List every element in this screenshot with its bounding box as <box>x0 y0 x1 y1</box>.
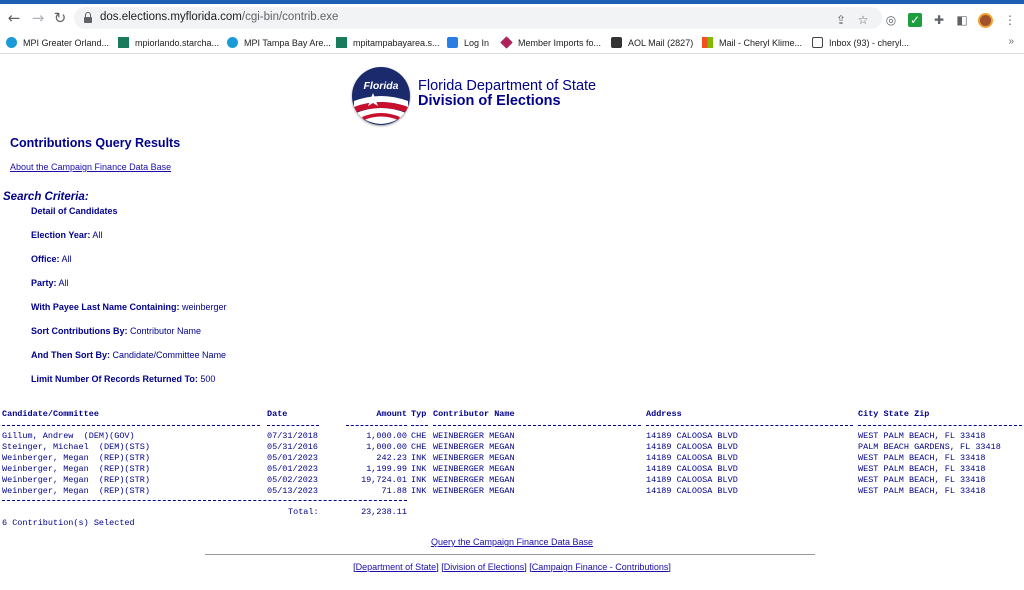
cell-city: WEST PALM BEACH, FL 33418 <box>858 475 986 485</box>
bookmarks-bar <box>0 32 1024 54</box>
department-title: Florida Department of State <box>418 78 597 94</box>
bookmark-item[interactable] <box>501 36 601 50</box>
cell-typ: CHE <box>411 442 427 452</box>
url-path: /cgi-bin/contrib.exe <box>241 11 339 23</box>
criteria-item <box>31 374 215 384</box>
total-rule <box>2 500 407 501</box>
cell-city: PALM BEACH GARDENS, FL 33418 <box>858 442 1001 452</box>
extension-check-icon[interactable]: ✓ <box>909 13 921 27</box>
col-header-contributor: Contributor Name <box>433 409 515 419</box>
cell-amount: 1,000.00 <box>366 442 407 452</box>
bookmark-item[interactable] <box>6 36 109 50</box>
bookmark-favicon-icon <box>812 37 823 48</box>
footer-links: [Department of State] [Division of Elections] [Campaign Finance - Contributions] <box>353 562 671 572</box>
bookmark-item[interactable] <box>227 36 331 50</box>
cell-typ: INK <box>411 486 427 496</box>
total-amount: 23,238.11 <box>361 507 407 517</box>
criteria-item <box>31 326 201 336</box>
cell-date: 05/02/2023 <box>267 475 319 485</box>
col-header-address: Address <box>646 409 682 419</box>
menu-kebab-icon[interactable]: ⋮ <box>1004 13 1016 27</box>
cell-amount: 1,199.99 <box>366 464 407 474</box>
cell-contributor: WEINBERGER MEGAN <box>433 475 515 485</box>
bookmark-favicon-icon <box>702 37 713 48</box>
criteria-label: And Then Sort By: <box>31 350 110 360</box>
cell-city: WEST PALM BEACH, FL 33418 <box>858 486 986 496</box>
cell-date: 07/31/2018 <box>267 431 319 441</box>
header-rule <box>433 425 641 426</box>
criteria-label: Limit Number Of Records Returned To: <box>31 374 198 384</box>
browser-toolbar <box>0 4 1024 32</box>
cell-address: 14189 CALOOSA BLVD <box>646 464 738 474</box>
criteria-item <box>31 278 69 288</box>
share-icon[interactable]: ⇪ <box>835 13 847 27</box>
criteria-value: All <box>61 254 72 264</box>
cell-contributor: WEINBERGER MEGAN <box>433 486 515 496</box>
criteria-value: All <box>92 230 103 240</box>
extension-github-icon[interactable]: ◎ <box>885 13 897 27</box>
bookmark-favicon-icon <box>500 36 512 48</box>
seal-text: Florida <box>363 80 399 92</box>
cell-address: 14189 CALOOSA BLVD <box>646 431 738 441</box>
col-header-amount: Amount <box>376 409 407 419</box>
bookmark-label: MPI Tampa Bay Are... <box>244 38 331 48</box>
bookmark-star-icon[interactable]: ☆ <box>857 13 869 27</box>
bookmarks-overflow-chevron-icon[interactable]: » <box>1008 36 1014 47</box>
bookmark-label: Mail - Cheryl Klime... <box>719 38 803 48</box>
criteria-label: Election Year: <box>31 230 91 240</box>
bookmark-favicon-icon <box>227 37 238 48</box>
cell-date: 05/01/2023 <box>267 464 319 474</box>
cell-candidate: Weinberger, Megan (REP)(STR) <box>2 486 150 496</box>
cell-candidate: Weinberger, Megan (REP)(STR) <box>2 453 150 463</box>
division-of-elections-link[interactable]: Division of Elections <box>443 562 525 572</box>
profile-avatar[interactable] <box>978 13 993 28</box>
header-rule <box>267 425 319 426</box>
cell-typ: INK <box>411 475 427 485</box>
criteria-item <box>31 350 226 360</box>
query-link-row <box>0 537 1024 547</box>
cell-address: 14189 CALOOSA BLVD <box>646 442 738 452</box>
criteria-value: Contributor Name <box>130 326 202 336</box>
criteria-item <box>31 230 102 240</box>
division-title: Division of Elections <box>418 93 561 109</box>
bookmark-favicon-icon <box>6 37 17 48</box>
criteria-label: Sort Contributions By: <box>31 326 128 336</box>
cell-address: 14189 CALOOSA BLVD <box>646 453 738 463</box>
header-rule <box>2 425 260 426</box>
florida-seal-logo <box>352 67 410 125</box>
bookmark-label: MPI Greater Orland... <box>23 38 110 48</box>
cell-city: WEST PALM BEACH, FL 33418 <box>858 431 986 441</box>
department-of-state-link[interactable]: Department of State <box>355 562 437 572</box>
header-rule <box>646 425 853 426</box>
criteria-value: All <box>58 278 69 288</box>
bookmark-label: Member Imports fo... <box>518 38 602 48</box>
cell-contributor: WEINBERGER MEGAN <box>433 431 515 441</box>
footer-divider <box>205 554 815 555</box>
lock-icon[interactable] <box>84 12 92 23</box>
criteria-item <box>31 254 72 264</box>
bookmark-item[interactable] <box>812 36 909 50</box>
forward-arrow-icon[interactable]: → <box>31 9 45 27</box>
cell-amount: 242.23 <box>376 453 407 463</box>
bookmark-item[interactable] <box>702 36 802 50</box>
bookmark-label: AOL Mail (2827) <box>628 38 694 48</box>
criteria-label: Party: <box>31 278 57 288</box>
criteria-value: weinberger <box>181 302 227 312</box>
bookmark-favicon-icon <box>447 37 458 48</box>
about-database-link[interactable]: About the Campaign Finance Data Base <box>10 162 172 172</box>
col-header-typ: Typ <box>411 409 427 419</box>
side-panel-icon[interactable]: ◧ <box>956 13 968 27</box>
bookmark-label: Log In <box>464 38 490 48</box>
cell-address: 14189 CALOOSA BLVD <box>646 475 738 485</box>
bookmark-label: mpiorlando.starcha... <box>135 38 220 48</box>
criteria-value: 500 <box>200 374 216 384</box>
cell-typ: INK <box>411 453 427 463</box>
cell-contributor: WEINBERGER MEGAN <box>433 453 515 463</box>
search-criteria-heading: Search Criteria: <box>3 191 89 203</box>
cell-candidate: Weinberger, Megan (REP)(STR) <box>2 475 150 485</box>
page-header <box>418 79 596 109</box>
cell-contributor: WEINBERGER MEGAN <box>433 464 515 474</box>
cell-address: 14189 CALOOSA BLVD <box>646 486 738 496</box>
bookmark-favicon-icon <box>336 37 347 48</box>
cell-candidate: Gillum, Andrew (DEM)(GOV) <box>2 431 135 441</box>
criteria-label: With Payee Last Name Containing: <box>31 302 180 312</box>
url-text[interactable] <box>100 11 338 23</box>
bookmark-item[interactable] <box>447 36 489 50</box>
bookmark-item[interactable] <box>118 36 219 50</box>
col-header-city: City State Zip <box>858 409 930 419</box>
cell-candidate: Weinberger, Megan (REP)(STR) <box>2 464 150 474</box>
col-header-date: Date <box>267 409 288 419</box>
selected-count: 6 Contribution(s) Selected <box>2 518 135 528</box>
criteria-item <box>31 302 227 312</box>
total-label: Total: <box>288 507 319 517</box>
bookmark-item[interactable] <box>336 36 440 50</box>
criteria-detail <box>31 206 118 216</box>
criteria-label: Office: <box>31 254 60 264</box>
cell-date: 05/01/2023 <box>267 453 319 463</box>
cell-date: 05/13/2023 <box>267 486 319 496</box>
bookmark-item[interactable] <box>611 36 693 50</box>
bookmark-favicon-icon <box>118 37 129 48</box>
bookmark-label: Inbox (93) - cheryl... <box>829 38 910 48</box>
cell-contributor: WEINBERGER MEGAN <box>433 442 515 452</box>
cell-city: WEST PALM BEACH, FL 33418 <box>858 464 986 474</box>
cell-amount: 19,724.01 <box>361 475 407 485</box>
criteria-detail-label: Detail of Candidates <box>31 206 118 216</box>
page-content <box>0 55 1024 590</box>
header-rule <box>858 425 1022 426</box>
cell-date: 05/31/2016 <box>267 442 319 452</box>
bookmark-label: mpitampabayarea.s... <box>353 38 440 48</box>
cell-candidate: Steinger, Michael (DEM)(STS) <box>2 442 150 452</box>
criteria-value: Candidate/Committee Name <box>112 350 227 360</box>
address-bar[interactable] <box>74 7 882 29</box>
cell-amount: 71.88 <box>381 486 407 496</box>
back-arrow-icon[interactable]: ← <box>7 9 21 27</box>
bookmark-favicon-icon <box>611 37 622 48</box>
extensions-puzzle-icon[interactable]: ✚ <box>933 13 945 27</box>
page-title: Contributions Query Results <box>10 136 181 150</box>
reload-icon[interactable]: ↻ <box>53 9 67 27</box>
col-header-candidate: Candidate/Committee <box>2 409 99 419</box>
header-rule <box>346 425 407 426</box>
url-host: dos.elections.myflorida.com <box>100 11 242 23</box>
query-database-link[interactable]: Query the Campaign Finance Data Base <box>430 537 594 547</box>
cell-city: WEST PALM BEACH, FL 33418 <box>858 453 986 463</box>
cell-typ: INK <box>411 464 427 474</box>
cell-typ: CHE <box>411 431 427 441</box>
header-rule <box>411 425 428 426</box>
campaign-finance-contributions-link[interactable]: Campaign Finance - Contributions <box>531 562 669 572</box>
cell-amount: 1,000.00 <box>366 431 407 441</box>
